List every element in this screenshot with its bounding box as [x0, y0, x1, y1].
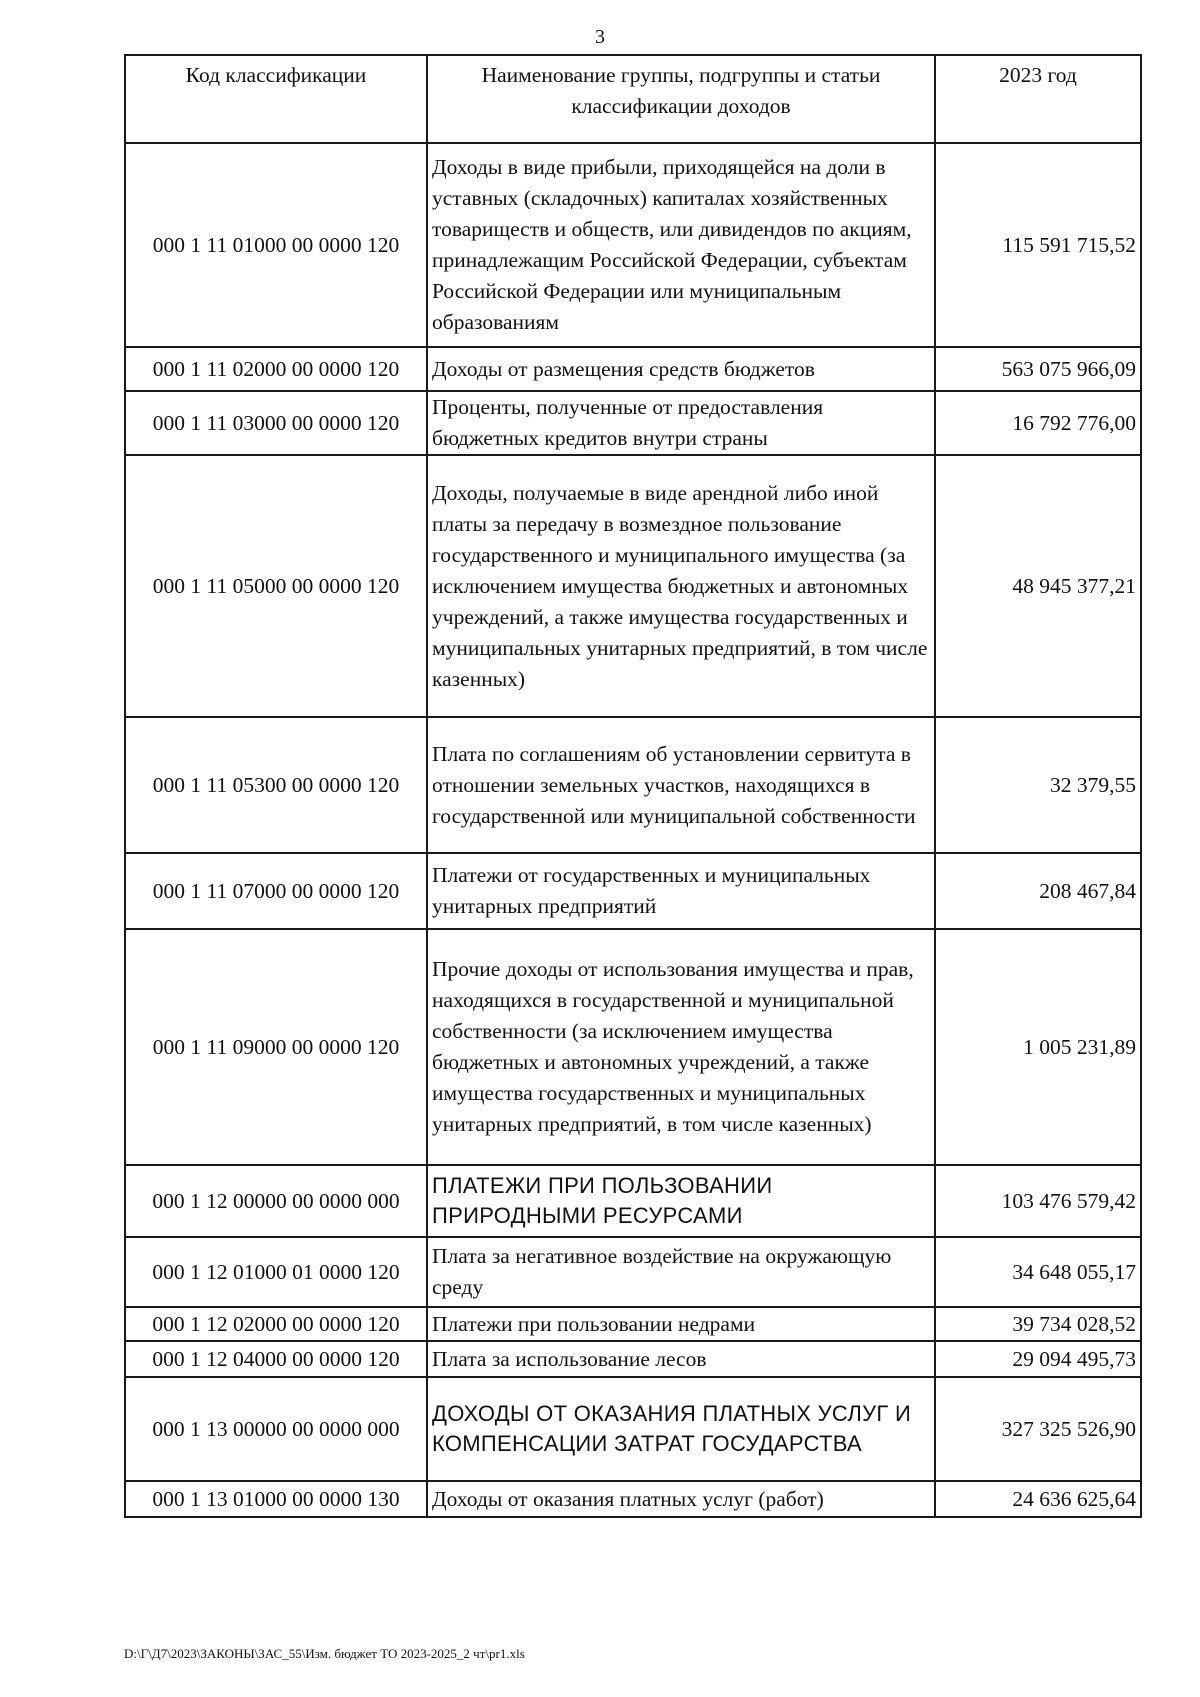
row-code: 000 1 11 05000 00 0000 120 — [125, 455, 427, 717]
row-code: 000 1 11 02000 00 0000 120 — [125, 347, 427, 391]
table-row — [125, 143, 1141, 347]
row-code: 000 1 13 00000 00 0000 000 — [125, 1377, 427, 1481]
table-row — [125, 1237, 1141, 1307]
table-row — [125, 1481, 1141, 1517]
row-amount: 327 325 526,90 — [935, 1377, 1141, 1481]
row-amount: 115 591 715,52 — [935, 143, 1141, 347]
page-number: 3 — [595, 26, 605, 48]
table-row — [125, 455, 1141, 717]
row-name: Прочие доходы от использования имущества и прав, находящихся в государственной и муниципальной собственности (за исключением имущества бюджетных и автономных учреждений, а также имущества государственных и муниципальных унитарных предприятий, в том числе казенных) — [427, 929, 935, 1165]
table-row — [125, 853, 1141, 929]
row-amount: 48 945 377,21 — [935, 455, 1141, 717]
row-code: 000 1 12 02000 00 0000 120 — [125, 1307, 427, 1341]
row-amount: 39 734 028,52 — [935, 1307, 1141, 1341]
row-name: Плата по соглашениям об установлении сервитута в отношении земельных участков, находящихся в государственной или муниципальной собственности — [427, 717, 935, 853]
row-name: Плата за использование лесов — [427, 1341, 935, 1377]
row-name: Доходы от оказания платных услуг (работ) — [427, 1481, 935, 1517]
table-row — [125, 1341, 1141, 1377]
table-row — [125, 717, 1141, 853]
row-name: Доходы в виде прибыли, приходящейся на доли в уставных (складочных) капиталах хозяйственных товариществ и обществ, или дивидендов по акциям, принадлежащим Российской Федерации, субъектам Российской Федерации или муниципальным образованиям — [427, 143, 935, 347]
row-amount: 29 094 495,73 — [935, 1341, 1141, 1377]
row-code: 000 1 13 01000 00 0000 130 — [125, 1481, 427, 1517]
row-name: Проценты, полученные от предоставления бюджетных кредитов внутри страны — [427, 391, 935, 455]
row-amount: 32 379,55 — [935, 717, 1141, 853]
row-name: ПЛАТЕЖИ ПРИ ПОЛЬЗОВАНИИ ПРИРОДНЫМИ РЕСУРСАМИ — [427, 1165, 935, 1237]
row-code: 000 1 11 07000 00 0000 120 — [125, 853, 427, 929]
table-header-row — [125, 55, 1141, 143]
row-code: 000 1 11 01000 00 0000 120 — [125, 143, 427, 347]
row-name: Платежи при пользовании недрами — [427, 1307, 935, 1341]
row-code: 000 1 11 09000 00 0000 120 — [125, 929, 427, 1165]
table-row — [125, 1377, 1141, 1481]
row-name: Плата за негативное воздействие на окружающую среду — [427, 1237, 935, 1307]
table-row — [125, 347, 1141, 391]
row-name: Доходы от размещения средств бюджетов — [427, 347, 935, 391]
header-item-name: Наименование группы, подгруппы и статьи классификации доходов — [427, 55, 935, 143]
row-amount: 34 648 055,17 — [935, 1237, 1141, 1307]
row-name: ДОХОДЫ ОТ ОКАЗАНИЯ ПЛАТНЫХ УСЛУГ И КОМПЕНСАЦИИ ЗАТРАТ ГОСУДАРСТВА — [427, 1377, 935, 1481]
file-path-footer: D:\Г\Д7\2023\ЗАКОНЫ\ЗАС_55\Изм. бюджет ТО 2023-2025_2 чт\pr1.xls — [124, 1646, 525, 1661]
row-code: 000 1 12 04000 00 0000 120 — [125, 1341, 427, 1377]
row-amount: 103 476 579,42 — [935, 1165, 1141, 1237]
table-row — [125, 1165, 1141, 1237]
table-row — [125, 391, 1141, 455]
row-amount: 208 467,84 — [935, 853, 1141, 929]
table-row — [125, 929, 1141, 1165]
table-row — [125, 1307, 1141, 1341]
row-code: 000 1 12 01000 01 0000 120 — [125, 1237, 427, 1307]
row-name: Платежи от государственных и муниципальных унитарных предприятий — [427, 853, 935, 929]
row-amount: 563 075 966,09 — [935, 347, 1141, 391]
row-code: 000 1 12 00000 00 0000 000 — [125, 1165, 427, 1237]
revenue-classification-table — [124, 54, 1142, 1518]
header-classification-code: Код классификации — [125, 55, 427, 143]
row-amount: 1 005 231,89 — [935, 929, 1141, 1165]
row-code: 000 1 11 05300 00 0000 120 — [125, 717, 427, 853]
row-amount: 16 792 776,00 — [935, 391, 1141, 455]
row-code: 000 1 11 03000 00 0000 120 — [125, 391, 427, 455]
header-year-2023: 2023 год — [935, 55, 1141, 143]
row-amount: 24 636 625,64 — [935, 1481, 1141, 1517]
row-name: Доходы, получаемые в виде арендной либо иной платы за передачу в возмездное пользование государственного и муниципального имущества (за исключением имущества бюджетных и автономных учреждений, а также имущества государственных и муниципальных унитарных предприятий, в том числе казенных) — [427, 455, 935, 717]
